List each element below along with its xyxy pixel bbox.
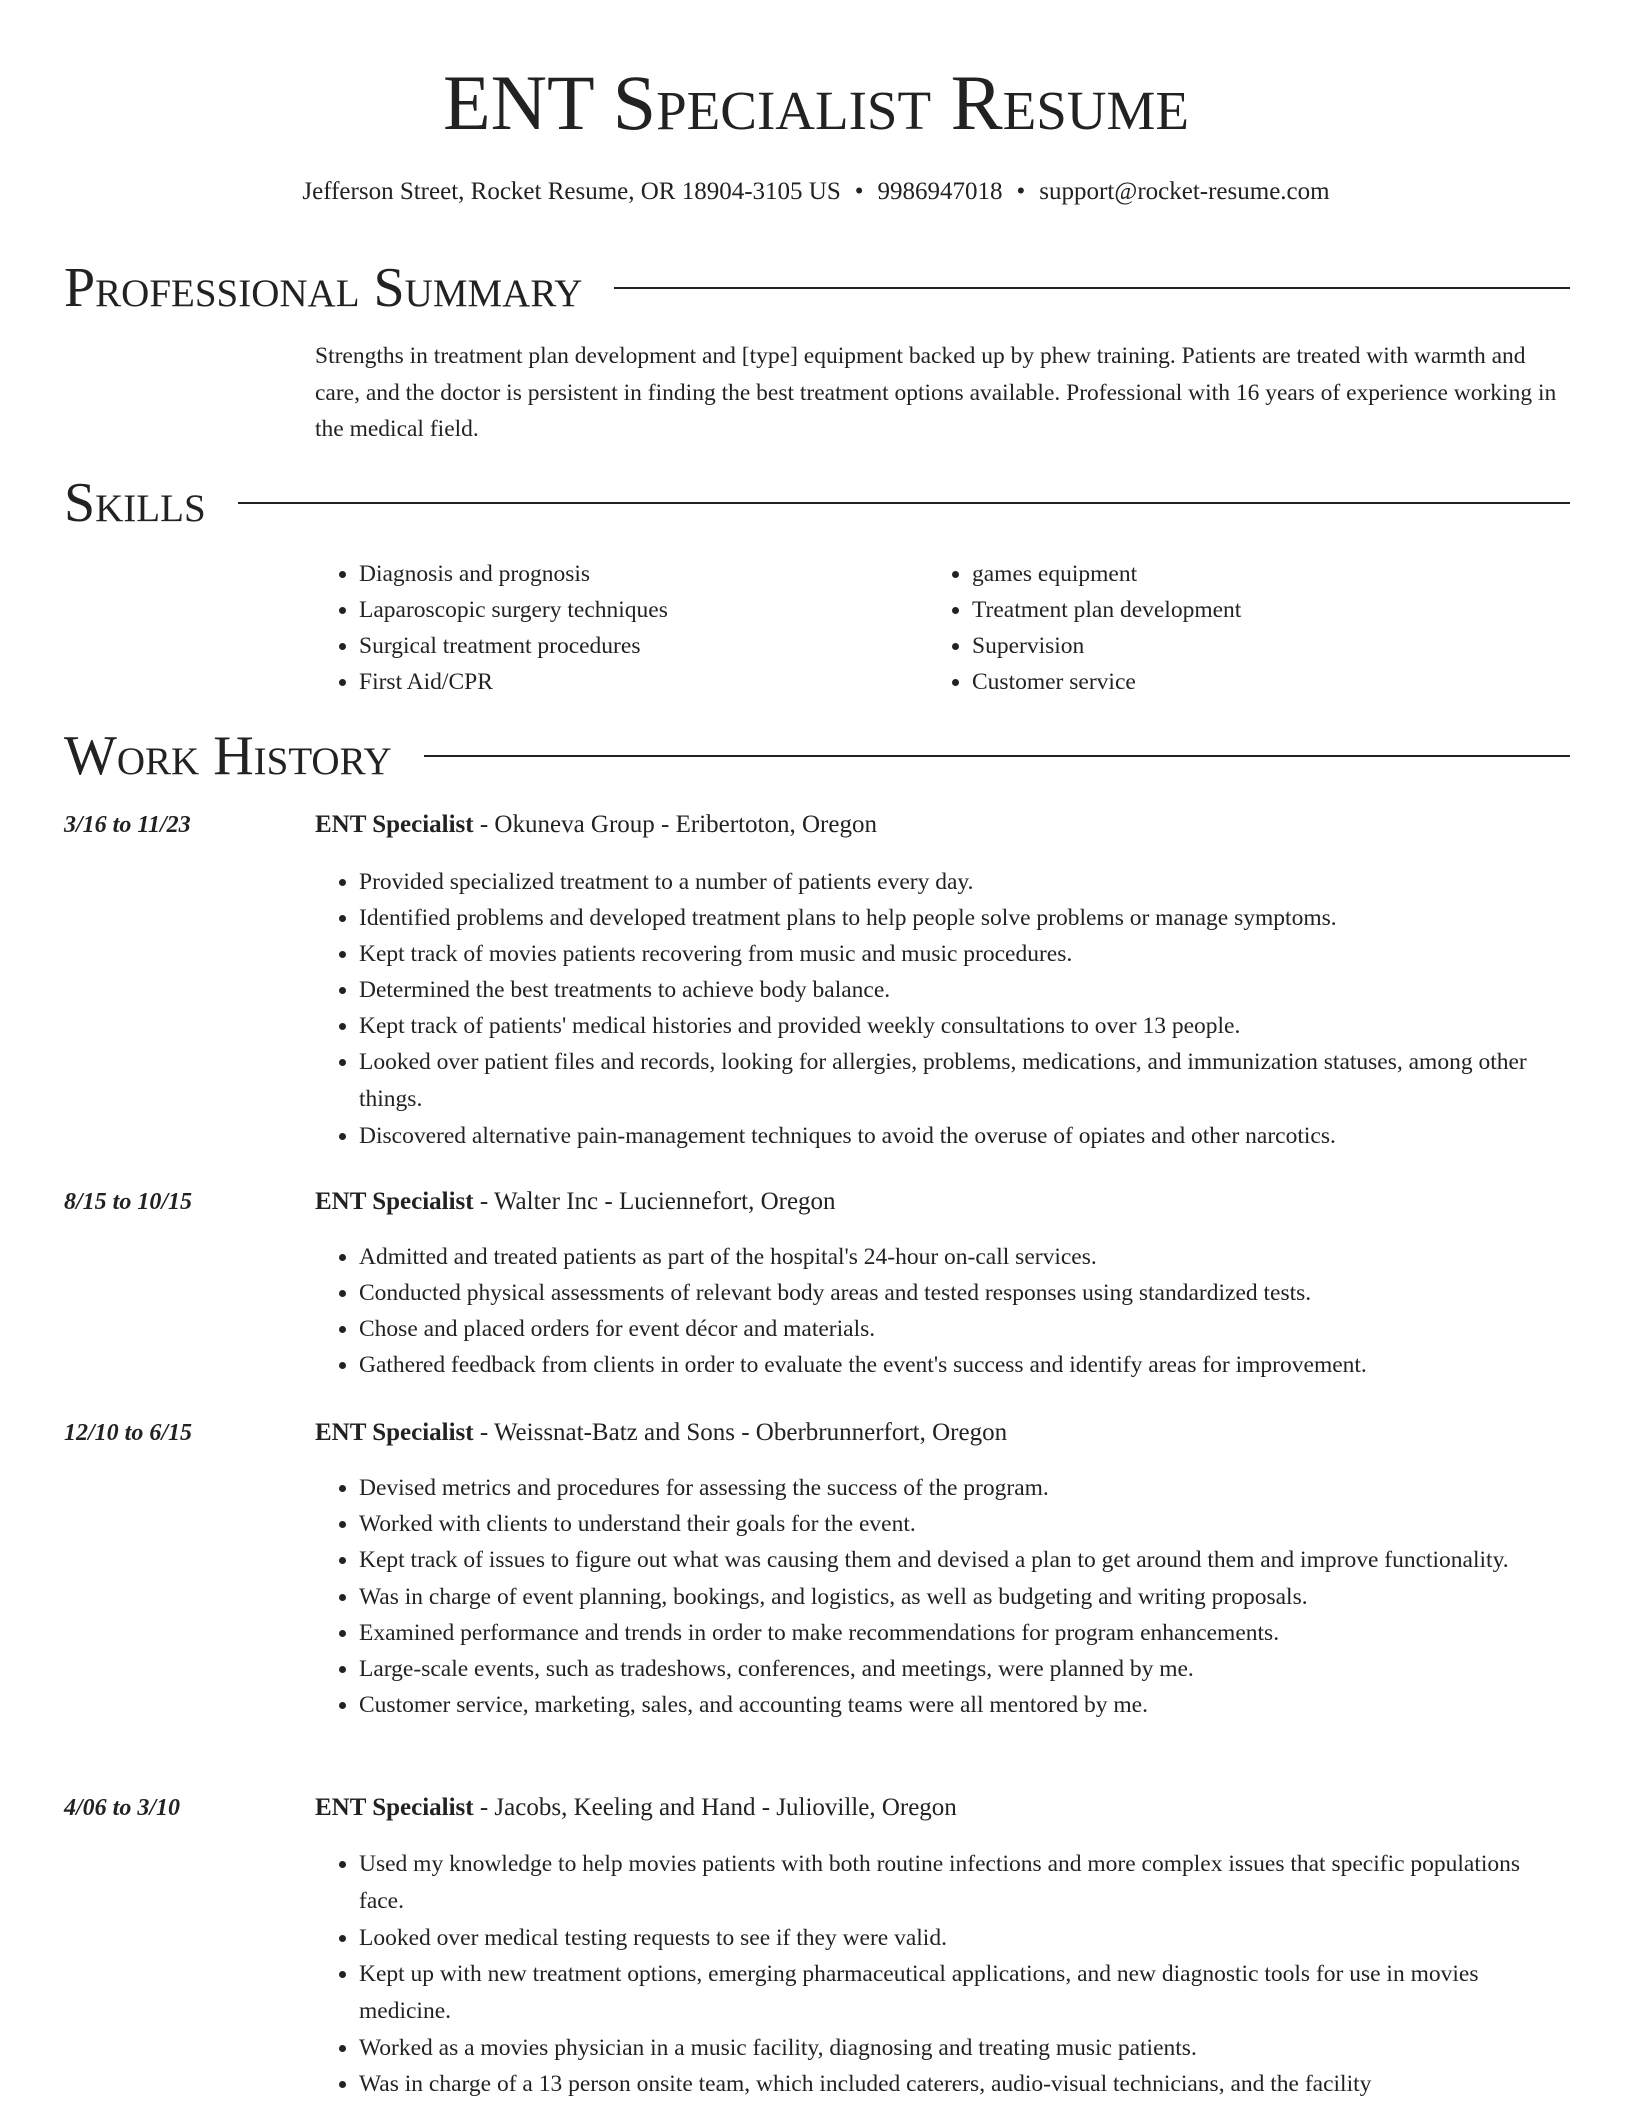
job-bullet: • Determined the best treatments to achieve body balance. xyxy=(359,972,1570,1008)
section-header-summary xyxy=(64,256,1570,320)
contact-phone: 9986947018 xyxy=(877,178,1003,205)
skill-item: • Laparoscopic surgery techniques xyxy=(359,592,875,628)
skills-column-left xyxy=(315,556,875,700)
job-title: ENT Specialist xyxy=(315,1419,474,1446)
job-bullets xyxy=(315,864,1570,1154)
skills-list xyxy=(928,556,1488,700)
job-heading xyxy=(315,1416,1007,1450)
job-dates: 12/10 to 6/15 xyxy=(64,1420,193,1446)
job-bullet: • Large-scale events, such as tradeshows, conferences, and meetings, were planned by me. xyxy=(359,1651,1570,1687)
job-bullet: • Kept track of movies patients recovering from music and music procedures. xyxy=(359,936,1570,972)
page-title: ENT Specialist Resume xyxy=(442,59,1190,146)
job-details: - Jacobs, Keeling and Hand - Julioville, Oregon xyxy=(473,1794,957,1821)
section-header-skills xyxy=(64,471,1570,535)
job-heading xyxy=(315,1791,957,1825)
job-bullet: • Was in charge of event planning, bookings, and logistics, as well as budgeting and writing proposals. xyxy=(359,1579,1570,1615)
job-title: ENT Specialist xyxy=(315,811,474,838)
job-title: ENT Specialist xyxy=(315,1794,474,1821)
job-details: - Weissnat-Batz and Sons - Oberbrunnerfort, Oregon xyxy=(473,1419,1008,1446)
job-bullet: • Kept track of issues to figure out what was causing them and devised a plan to get around them and improve functionality. xyxy=(359,1542,1570,1579)
skill-item: • First Aid/CPR xyxy=(359,664,875,700)
job-bullets xyxy=(315,1470,1570,1723)
job-bullet: • Kept up with new treatment options, emerging pharmaceutical applications, and new diagnostic tools for use in movies medicine. xyxy=(359,1956,1570,2030)
job-dates: 3/16 to 11/23 xyxy=(64,812,191,838)
section-header-work xyxy=(64,724,1570,788)
job-bullet: • Customer service, marketing, sales, and accounting teams were all mentored by me. xyxy=(359,1687,1570,1723)
contact-address: Jefferson Street, Rocket Resume, OR 18904-3105 US xyxy=(302,178,841,205)
job-bullet: • Discovered alternative pain-management techniques to avoid the overuse of opiates and other narcotics. xyxy=(359,1118,1570,1154)
job-bullet: • Kept track of patients' medical histories and provided weekly consultations to over 13 people. xyxy=(359,1008,1570,1044)
job-bullet: • Chose and placed orders for event décor and materials. xyxy=(359,1311,1570,1347)
section-title: Professional Summary xyxy=(64,257,583,319)
job-bullets xyxy=(315,1846,1570,2102)
section-divider xyxy=(614,287,1570,289)
section-divider xyxy=(238,502,1570,504)
job-bullet: • Gathered feedback from clients in order to evaluate the event's success and identify areas for improvement. xyxy=(359,1347,1570,1383)
job-bullet: • Provided specialized treatment to a number of patients every day. xyxy=(359,864,1570,900)
skill-item: • Surgical treatment procedures xyxy=(359,628,875,664)
contact-separator: • xyxy=(854,178,864,205)
job-heading xyxy=(315,808,877,842)
job-bullet: • Conducted physical assessments of relevant body areas and tested responses using standardized tests. xyxy=(359,1275,1570,1311)
skill-item: • Diagnosis and prognosis xyxy=(359,556,875,592)
job-bullet: • Admitted and treated patients as part of the hospital's 24-hour on-call services. xyxy=(359,1239,1570,1275)
contact-email[interactable]: support@rocket-resume.com xyxy=(1039,178,1330,205)
skill-item: • Supervision xyxy=(972,628,1488,664)
skill-item: • Treatment plan development xyxy=(972,592,1488,628)
skill-item: • Customer service xyxy=(972,664,1488,700)
job-bullet: • Examined performance and trends in order to make recommendations for program enhancements. xyxy=(359,1615,1570,1651)
job-bullets xyxy=(315,1239,1570,1383)
section-title: Work History xyxy=(64,725,392,787)
job-dates: 4/06 to 3/10 xyxy=(64,1795,181,1821)
summary-text: Strengths in treatment plan development and [type] equipment backed up by phew training. Patients are treated with warmth and care, and the doctor is persistent in finding the best treatment options available. Professional with 16 years of experience working in the medical field. xyxy=(315,343,1557,442)
job-details: - Walter Inc - Luciennefort, Oregon xyxy=(473,1188,836,1215)
section-divider xyxy=(424,755,1570,757)
job-bullet: • Worked with clients to understand their goals for the event. xyxy=(359,1506,1570,1542)
job-bullet: • Identified problems and developed treatment plans to help people solve problems or manage symptoms. xyxy=(359,900,1570,936)
job-dates: 8/15 to 10/15 xyxy=(64,1189,193,1215)
job-bullet: • Worked as a movies physician in a music facility, diagnosing and treating music patients. xyxy=(359,2030,1570,2066)
skills-column-right xyxy=(928,556,1488,700)
job-details: - Okuneva Group - Eribertoton, Oregon xyxy=(473,811,877,838)
job-bullet: • Devised metrics and procedures for assessing the success of the program. xyxy=(359,1470,1570,1506)
skill-item: • games equipment xyxy=(972,556,1488,592)
job-bullet: • Used my knowledge to help movies patients with both routine infections and more complex issues that specific populations face. xyxy=(359,1846,1570,1920)
contact-separator: • xyxy=(1016,178,1026,205)
section-title: Skills xyxy=(64,472,206,534)
contact-line xyxy=(0,175,1632,209)
job-heading xyxy=(315,1185,836,1219)
job-bullet: • Looked over medical testing requests to see if they were valid. xyxy=(359,1920,1570,1956)
skills-list xyxy=(315,556,875,700)
job-bullet: • Looked over patient files and records, looking for allergies, problems, medications, and immunization statuses, among other things. xyxy=(359,1044,1570,1118)
job-title: ENT Specialist xyxy=(315,1188,474,1215)
job-bullet: • Was in charge of a 13 person onsite team, which included caterers, audio-visual technicians, and the facility xyxy=(359,2066,1570,2102)
